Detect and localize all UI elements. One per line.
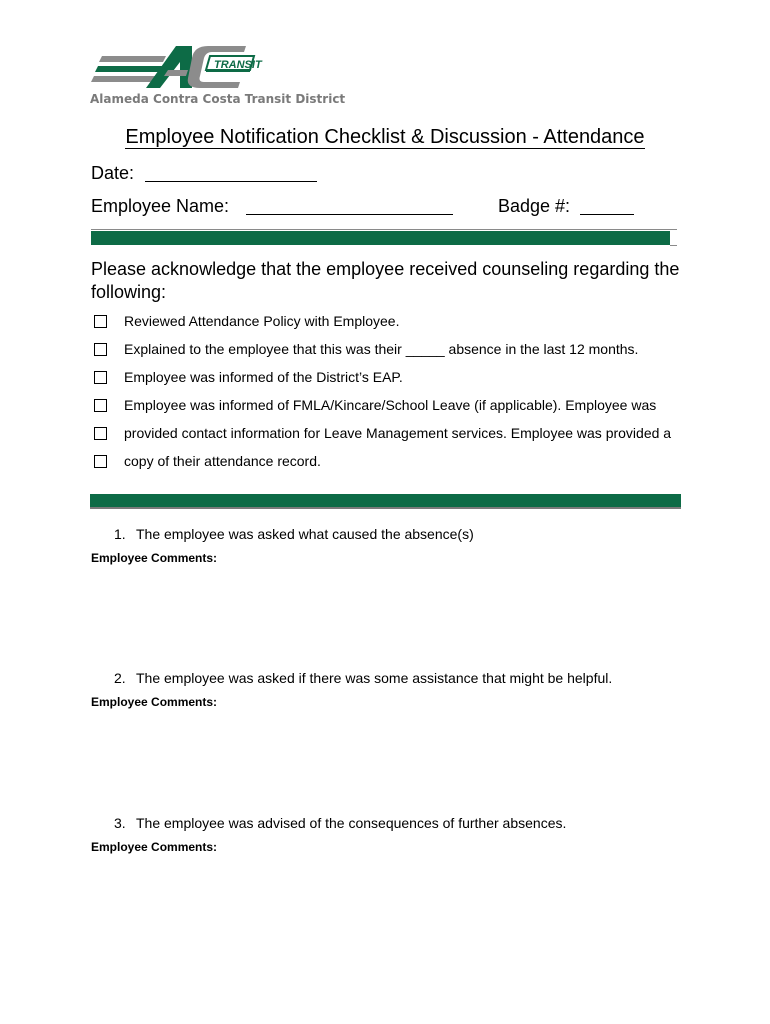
checkbox[interactable] [94,455,107,468]
question-text: The employee was advised of the consequences of further absences. [136,815,567,831]
divider-line [91,229,677,230]
date-label: Date: [91,163,135,183]
checklist-item-label: copy of their attendance record. [124,453,321,469]
checklist-item-label: Employee was informed of the District’s EAP. [124,369,403,385]
transit-wordmark: TRANSIT [214,59,262,71]
divider-edge [670,231,677,246]
section-divider-bar [90,494,681,509]
question-number: 3. [114,815,126,831]
checklist-item-label: Explained to the employee that this was their _____ absence in the last 12 months. [124,341,639,357]
checkbox[interactable] [94,371,107,384]
employee-comments-area[interactable] [91,714,681,806]
page-title: Employee Notification Checklist & Discussion - Attendance [125,126,645,148]
employee-name-field[interactable] [246,214,453,215]
employee-comments-label: Employee Comments: [91,840,218,854]
question-number: 1. [114,526,126,542]
question-text: The employee was asked what caused the absence(s) [136,526,474,542]
checkbox[interactable] [94,343,107,356]
question-3 [114,815,566,831]
checklist-item-label: Reviewed Attendance Policy with Employee. [124,313,400,329]
checkbox[interactable] [94,427,107,440]
badge-field[interactable] [580,214,634,215]
question-text: The employee was asked if there was some assistance that might be helpful. [136,670,613,686]
checklist-item-label: Employee was informed of FMLA/Kincare/School Leave (if applicable). Employee was [124,397,657,413]
employee-comments-area[interactable] [91,570,681,662]
employee-comments-area[interactable] [91,859,681,979]
logo-caption: Alameda Contra Costa Transit District [90,92,346,106]
checkbox[interactable] [94,399,107,412]
section-divider-bar [91,231,670,245]
acknowledge-instruction: Please acknowledge that the employee received counseling regarding the following: [91,259,680,302]
question-1 [114,526,474,542]
question-number: 2. [114,670,126,686]
date-field[interactable] [145,181,317,182]
employee-name-label: Employee Name: [91,196,230,216]
badge-label: Badge #: [498,196,571,216]
employee-comments-label: Employee Comments: [91,695,218,709]
ac-transit-logo-mark [88,40,318,96]
employee-comments-label: Employee Comments: [91,551,218,565]
checklist-item-label: provided contact information for Leave Management services. Employee was provided a [124,425,672,441]
checkbox[interactable] [94,315,107,328]
question-2 [114,670,612,686]
